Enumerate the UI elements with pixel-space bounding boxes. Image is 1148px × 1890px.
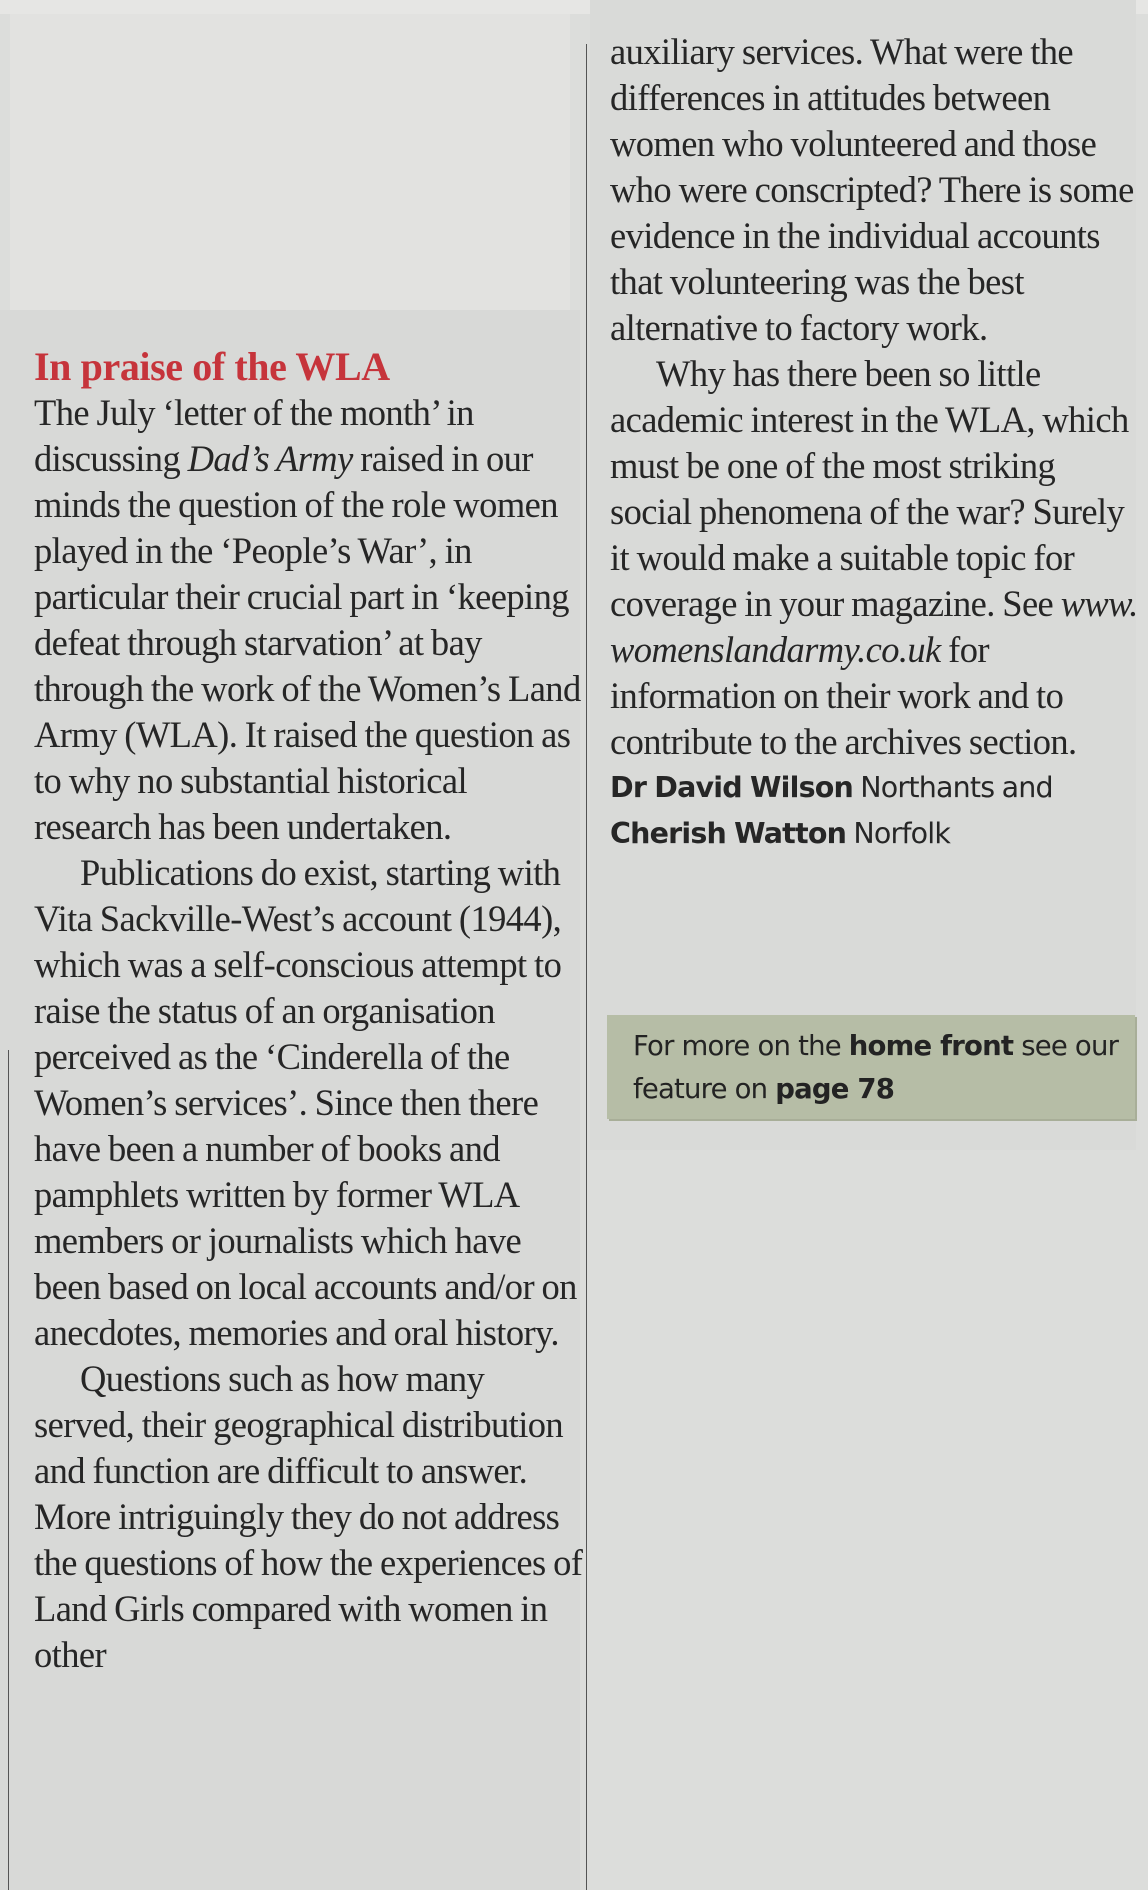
column-divider-rule <box>586 44 587 1890</box>
signature-line-1 <box>610 765 1140 811</box>
letter-signature <box>610 765 1140 857</box>
author-name-1: Dr David Wilson <box>610 771 854 804</box>
left-column-text <box>34 390 584 1678</box>
author-place-2: Norfolk <box>846 817 951 850</box>
website-link[interactable]: www. womenslandarmy.co.uk <box>610 583 1138 670</box>
paragraph-5-text: Why has there been so little academic interest in the WLA, which must be one of the most striking social phenomena of the war? Surely it would make a suitable topic for coverage in your magazine. See <box>610 353 1129 624</box>
crossref-topic: home front <box>848 1030 1014 1062</box>
cross-reference-box <box>607 1015 1135 1119</box>
paragraph-2: Publications do exist, starting with Vita Sackville-West’s account (1944), which was a self-conscious attempt to raise the status of an organisation perceived as the ‘Cinderella of the Women’s services’. Since then there have been a number of books and pamphlets written by former WLA members or journalists which have been based on local accounts and/or on anecdotes, memories and oral history. <box>34 852 577 1353</box>
paragraph-5-text-rest: for information on their work and to contribute to the archives section. <box>610 629 1077 762</box>
image-area <box>10 14 570 310</box>
paragraph-4: auxiliary services. What were the differences in attitudes between women who volunteered and those who were conscripted? There is some evidence in the individual accounts that volunteering was the best alternative to factory work. <box>610 31 1134 348</box>
crossref-text-1: For more on the <box>633 1030 849 1062</box>
author-place-1: Northants and <box>853 771 1053 804</box>
author-name-2: Cherish Watton <box>610 817 847 850</box>
crossref-text-2: see our feature on <box>633 1030 1119 1105</box>
article-headline: In praise of the WLA <box>34 344 390 389</box>
signature-line-2 <box>610 811 1140 857</box>
paragraph-1-text-rest: raised in our minds the question of the role women played in the ‘People’s War’, in particular their crucial part in ‘keeping defeat through starvation’ at bay through the work of the Women’s Land Army (WLA). It raised the question as to why no substantial historical research has been undertaken. <box>34 438 581 847</box>
right-column-text <box>610 29 1140 857</box>
paragraph-1-text: The July ‘letter of the month’ in discussing <box>34 392 474 479</box>
crossref-page: page 78 <box>775 1073 895 1105</box>
paragraph-5 <box>610 351 1140 765</box>
left-column-rule <box>8 1050 9 1890</box>
paragraph-3: Questions such as how many served, their geographical distribution and function are difficult to answer. More intriguingly they do not address the questions of how the experiences of Land Girls compared with women in other <box>34 1358 583 1675</box>
paragraph-1-italic: Dad’s Army <box>187 438 353 479</box>
paragraph-1 <box>34 390 584 850</box>
